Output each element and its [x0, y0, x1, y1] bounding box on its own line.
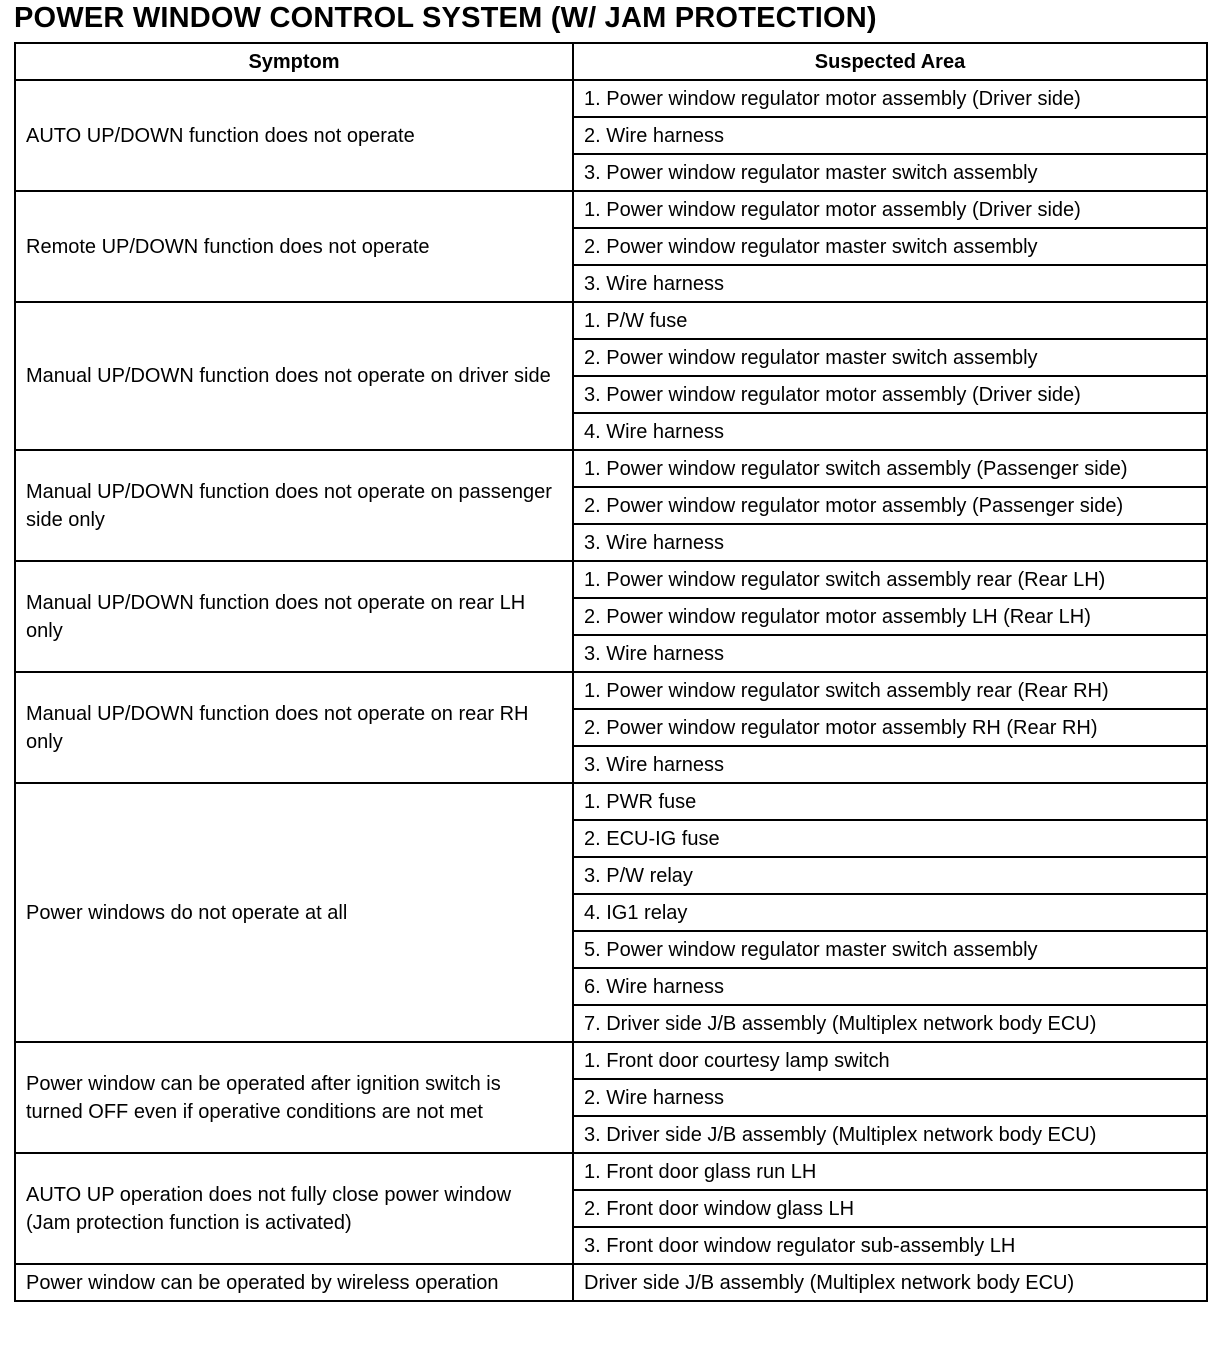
table-row: [15, 1264, 1207, 1301]
suspected-area-cell: 3. P/W relay: [573, 857, 1207, 894]
suspected-area-cell: 1. P/W fuse: [573, 302, 1207, 339]
symptom-cell: AUTO UP operation does not fully close power window (Jam protection function is activated): [15, 1153, 573, 1264]
symptom-cell: Manual UP/DOWN function does not operate on driver side: [15, 302, 573, 450]
suspected-area-cell: 3. Driver side J/B assembly (Multiplex network body ECU): [573, 1116, 1207, 1153]
diagnosis-table: [14, 42, 1208, 1302]
suspected-area-cell: 1. Front door glass run LH: [573, 1153, 1207, 1190]
suspected-area-cell: 1. Power window regulator switch assembly (Passenger side): [573, 450, 1207, 487]
suspected-area-cell: 2. Power window regulator master switch assembly: [573, 339, 1207, 376]
suspected-area-cell: 3. Power window regulator motor assembly (Driver side): [573, 376, 1207, 413]
suspected-area-cell: 3. Front door window regulator sub-assembly LH: [573, 1227, 1207, 1264]
suspected-area-cell: 1. PWR fuse: [573, 783, 1207, 820]
suspected-area-cell: 4. Wire harness: [573, 413, 1207, 450]
suspected-area-cell: 6. Wire harness: [573, 968, 1207, 1005]
suspected-area-cell: 2. Power window regulator master switch assembly: [573, 228, 1207, 265]
suspected-area-cell: 1. Front door courtesy lamp switch: [573, 1042, 1207, 1079]
symptom-cell: Manual UP/DOWN function does not operate on rear RH only: [15, 672, 573, 783]
suspected-area-cell: 2. Wire harness: [573, 1079, 1207, 1116]
suspected-area-cell: 2. Power window regulator motor assembly RH (Rear RH): [573, 709, 1207, 746]
symptom-cell: Power windows do not operate at all: [15, 783, 573, 1042]
suspected-area-cell: 3. Wire harness: [573, 746, 1207, 783]
suspected-area-cell: 4. IG1 relay: [573, 894, 1207, 931]
suspected-area-cell: 3. Wire harness: [573, 635, 1207, 672]
suspected-area-cell: 7. Driver side J/B assembly (Multiplex network body ECU): [573, 1005, 1207, 1042]
table-row: [15, 450, 1207, 487]
suspected-area-cell: 3. Wire harness: [573, 265, 1207, 302]
suspected-area-cell: 2. Power window regulator motor assembly (Passenger side): [573, 487, 1207, 524]
suspected-area-cell: 5. Power window regulator master switch assembly: [573, 931, 1207, 968]
table-header-row: [15, 43, 1207, 80]
table-body: [15, 80, 1207, 1301]
suspected-area-cell: 3. Wire harness: [573, 524, 1207, 561]
table-row: [15, 302, 1207, 339]
suspected-area-cell: 2. Wire harness: [573, 117, 1207, 154]
suspected-area-cell: 1. Power window regulator switch assembly rear (Rear LH): [573, 561, 1207, 598]
suspected-area-cell: 1. Power window regulator switch assembly rear (Rear RH): [573, 672, 1207, 709]
symptom-cell: Remote UP/DOWN function does not operate: [15, 191, 573, 302]
symptom-cell: AUTO UP/DOWN function does not operate: [15, 80, 573, 191]
suspected-area-cell: 2. Front door window glass LH: [573, 1190, 1207, 1227]
table-row: [15, 80, 1207, 117]
symptom-cell: Power window can be operated after ignition switch is turned OFF even if operative conditions are not met: [15, 1042, 573, 1153]
suspected-area-cell: 3. Power window regulator master switch assembly: [573, 154, 1207, 191]
symptom-cell: Manual UP/DOWN function does not operate on passenger side only: [15, 450, 573, 561]
header-symptom: Symptom: [15, 43, 573, 80]
suspected-area-cell: 1. Power window regulator motor assembly (Driver side): [573, 80, 1207, 117]
table-row: [15, 561, 1207, 598]
symptom-cell: Manual UP/DOWN function does not operate on rear LH only: [15, 561, 573, 672]
table-row: [15, 1153, 1207, 1190]
suspected-area-cell: Driver side J/B assembly (Multiplex network body ECU): [573, 1264, 1207, 1301]
suspected-area-cell: 2. ECU-IG fuse: [573, 820, 1207, 857]
suspected-area-cell: 1. Power window regulator motor assembly (Driver side): [573, 191, 1207, 228]
table-row: [15, 783, 1207, 820]
page-title: POWER WINDOW CONTROL SYSTEM (W/ JAM PROTECTION): [14, 2, 877, 34]
header-suspected-area: Suspected Area: [573, 43, 1207, 80]
symptom-cell: Power window can be operated by wireless operation: [15, 1264, 573, 1301]
suspected-area-cell: 2. Power window regulator motor assembly LH (Rear LH): [573, 598, 1207, 635]
table-row: [15, 191, 1207, 228]
table-row: [15, 672, 1207, 709]
table-row: [15, 1042, 1207, 1079]
